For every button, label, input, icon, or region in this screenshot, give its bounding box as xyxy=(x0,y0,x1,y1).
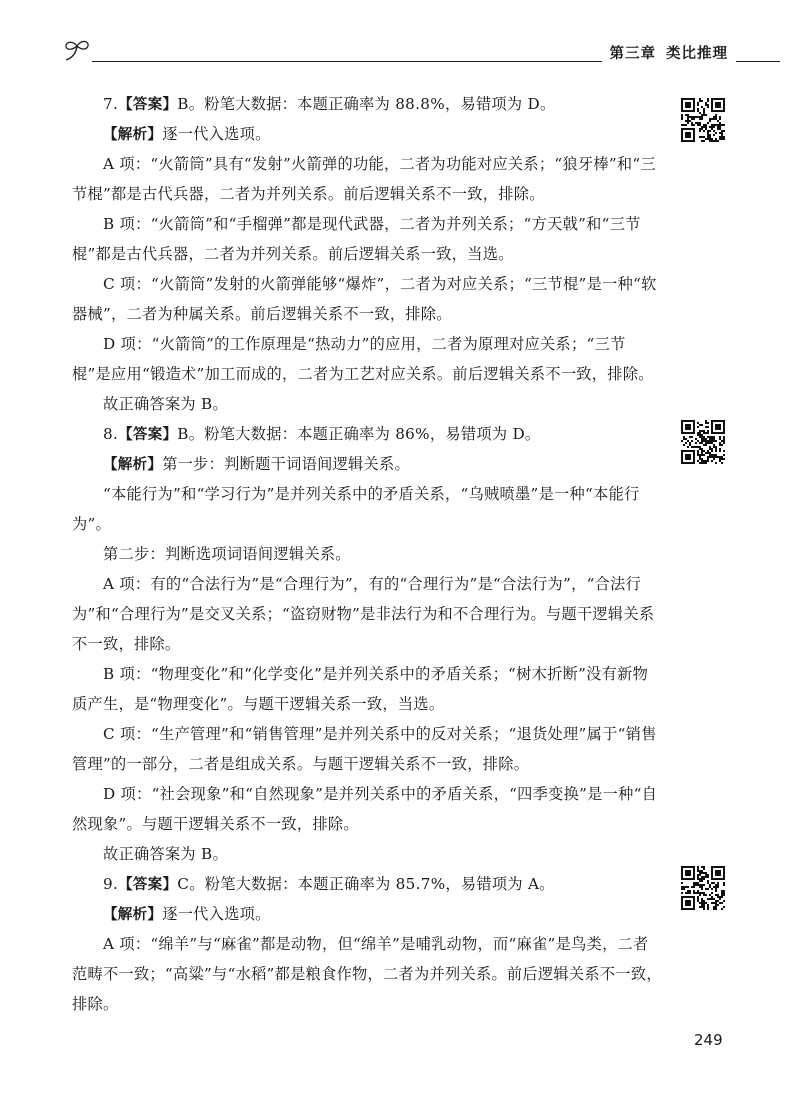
answer-8: 8.【答案】B。粉笔大数据：本题正确率为 86%，易错项为 D。 xyxy=(103,425,541,443)
analysis-tag: 【解析】 xyxy=(103,127,163,143)
step-1-text: “本能行为”和“学习行为”是并列关系中的矛盾关系，“乌贼喷墨”是一种“本能行为”。 xyxy=(72,485,640,533)
option-a-8: A 项：有的“合法行为”是“合理行为”，有的“合理行为”是“合法行为”，“合法行为”和“合理行为”是交叉关系；“盗窃财物”是非法行为和不合理行为。与题干逻辑关系不一致，排除。 xyxy=(72,575,655,653)
analysis-tag: 【解析】 xyxy=(103,907,163,923)
analysis-tag: 【解析】 xyxy=(103,457,163,473)
conclusion-7: 故正确答案为 B。 xyxy=(103,395,229,413)
option-b-8: B 项：“物理变化”和“化学变化”是并列关系中的矛盾关系；“树木折断”没有新物质产生，是“物理变化”。与题干逻辑关系一致，当选。 xyxy=(72,665,649,713)
qr-code-icon xyxy=(681,98,725,142)
conclusion-8: 故正确答案为 B。 xyxy=(103,845,229,863)
option-d-8: D 项：“社会现象”和“自然现象”是并列关系中的矛盾关系，“四季变换”是一种“自然现象”。与题干逻辑关系不一致，排除。 xyxy=(72,785,658,833)
analysis-7: 【解析】逐一代入选项。 xyxy=(103,125,271,143)
answer-tag: 【答案】 xyxy=(118,97,178,113)
analysis-8: 【解析】第一步：判断题干词语间逻辑关系。 xyxy=(103,455,411,473)
running-header xyxy=(62,36,780,70)
page-number: 249 xyxy=(694,1031,723,1049)
leaf-icon xyxy=(62,36,92,66)
chapter-label: 第三章 xyxy=(609,46,656,62)
answer-tag: 【答案】 xyxy=(118,877,178,893)
answer-tag: 【答案】 xyxy=(118,427,178,443)
answer-9: 9.【答案】C。粉笔大数据：本题正确率为 85.7%，易错项为 A。 xyxy=(103,875,555,893)
analysis-9: 【解析】逐一代入选项。 xyxy=(103,905,271,923)
option-a-9: A 项：“绵羊”与“麻雀”都是动物，但“绵羊”是哺乳动物，而“麻雀”是鸟类，二者范畴不一致；“高粱”与“水稻”都是粮食作物，二者为并列关系。前后逻辑关系不一致，排除。 xyxy=(72,935,662,1013)
qr-code-icon xyxy=(681,420,725,464)
qr-code-icon xyxy=(681,866,725,910)
option-c-7: C 项：“火箭筒”发射的火箭弹能够“爆炸”，二者为对应关系；“三节棍”是一种“软器械”，二者为种属关系。前后逻辑关系不一致，排除。 xyxy=(72,275,657,323)
option-c-8: C 项：“生产管理”和“销售管理”是并列关系中的反对关系；“退货处理”属于“销售管理”的一部分，二者是组成关系。与题干逻辑关系不一致，排除。 xyxy=(72,725,657,773)
chapter-title: 类比推理 xyxy=(666,46,728,62)
option-b-7: B 项：“火箭筒”和“手榴弹”都是现代武器，二者为并列关系；“方天戟”和“三节棍”都是古代兵器，二者为并列关系。前后逻辑关系一致，当选。 xyxy=(72,215,641,263)
header-title xyxy=(602,42,737,63)
step-2-heading: 第二步：判断选项词语间逻辑关系。 xyxy=(103,545,351,563)
option-a-7: A 项：“火箭筒”具有“发射”火箭弹的功能，二者为功能对应关系；“狼牙棒”和“三节棍”都是古代兵器，二者为并列关系。前后逻辑关系不一致，排除。 xyxy=(72,155,656,203)
option-d-7: D 项：“火箭筒”的工作原理是“热动力”的应用，二者为原理对应关系；“三节棍”是应用“锻造术”加工而成的，二者为工艺对应关系。前后逻辑关系不一致，排除。 xyxy=(72,335,654,383)
answer-7: 7.【答案】B。粉笔大数据：本题正确率为 88.8%，易错项为 D。 xyxy=(103,95,556,113)
